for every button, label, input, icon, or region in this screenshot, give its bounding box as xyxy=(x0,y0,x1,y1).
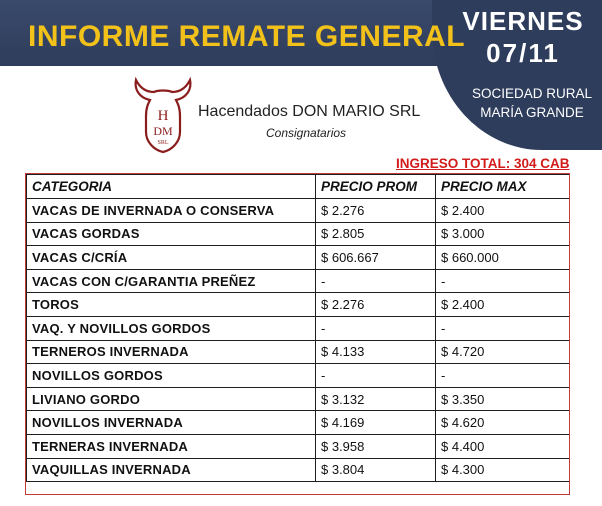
column-header-avg-price: PRECIO PROM xyxy=(316,175,436,199)
cell-avg-price: $ 3.804 xyxy=(316,458,436,482)
cell-avg-price: $ 4.133 xyxy=(316,340,436,364)
table-header-row xyxy=(27,175,570,199)
location-line-1: SOCIEDAD RURAL xyxy=(471,86,593,101)
cell-max-price: $ 2.400 xyxy=(436,293,570,317)
cell-category: VACAS DE INVERNADA O CONSERVA xyxy=(27,199,316,223)
report-title: INFORME REMATE GENERAL xyxy=(28,20,466,53)
cell-max-price: $ 2.400 xyxy=(436,199,570,223)
total-ingress: INGRESO TOTAL: 304 CAB xyxy=(396,156,570,171)
cell-category: NOVILLOS INVERNADA xyxy=(27,411,316,435)
cell-avg-price: - xyxy=(316,269,436,293)
table-row xyxy=(27,458,570,482)
location-line-2: MARÍA GRANDE xyxy=(480,105,584,120)
table-row xyxy=(27,246,570,270)
cell-avg-price: $ 2.276 xyxy=(316,293,436,317)
table-body xyxy=(27,199,570,482)
table-row xyxy=(27,222,570,246)
price-table xyxy=(26,174,570,482)
cell-category: VAQ. Y NOVILLOS GORDOS xyxy=(27,316,316,340)
cell-avg-price: $ 2.276 xyxy=(316,199,436,223)
cell-max-price: $ 4.300 xyxy=(436,458,570,482)
table-row xyxy=(27,269,570,293)
cell-max-price: $ 4.400 xyxy=(436,434,570,458)
cell-avg-price: $ 3.958 xyxy=(316,434,436,458)
cell-max-price: - xyxy=(436,364,570,388)
day-label: VIERNES xyxy=(462,6,584,36)
cell-max-price: $ 3.350 xyxy=(436,387,570,411)
table-row xyxy=(27,293,570,317)
cell-category: TOROS xyxy=(27,293,316,317)
bull-logo-icon xyxy=(132,76,194,154)
cell-avg-price: $ 606.667 xyxy=(316,246,436,270)
company-subtitle: Consignatarios xyxy=(266,126,347,140)
cell-max-price: - xyxy=(436,269,570,293)
table-row xyxy=(27,316,570,340)
cell-category: VACAS CON C/GARANTIA PREÑEZ xyxy=(27,269,316,293)
cell-avg-price: $ 3.132 xyxy=(316,387,436,411)
date-label: 07/11 xyxy=(486,38,560,68)
cell-category: TERNEROS INVERNADA xyxy=(27,340,316,364)
cell-category: NOVILLOS GORDOS xyxy=(27,364,316,388)
cell-max-price: $ 660.000 xyxy=(436,246,570,270)
cell-avg-price: $ 4.169 xyxy=(316,411,436,435)
logo-letters-srl: SRL xyxy=(157,140,169,146)
cell-category: TERNERAS INVERNADA xyxy=(27,434,316,458)
table-row xyxy=(27,199,570,223)
cell-avg-price: - xyxy=(316,316,436,340)
cell-category: VAQUILLAS INVERNADA xyxy=(27,458,316,482)
column-header-max-price: PRECIO MAX xyxy=(436,175,570,199)
table-row xyxy=(27,387,570,411)
cell-category: LIVIANO GORDO xyxy=(27,387,316,411)
table-row xyxy=(27,340,570,364)
table-row xyxy=(27,434,570,458)
cell-max-price: - xyxy=(436,316,570,340)
cell-max-price: $ 4.620 xyxy=(436,411,570,435)
logo-letter-h: H xyxy=(157,108,169,124)
table-row xyxy=(27,364,570,388)
column-header-category: CATEGORIA xyxy=(27,175,316,199)
company-name: Hacendados DON MARIO SRL xyxy=(198,103,421,120)
logo-letters-dm: DM xyxy=(153,124,173,138)
cell-category: VACAS C/CRÍA xyxy=(27,246,316,270)
cell-max-price: $ 4.720 xyxy=(436,340,570,364)
table-row xyxy=(27,411,570,435)
cell-avg-price: $ 2.805 xyxy=(316,222,436,246)
cell-category: VACAS GORDAS xyxy=(27,222,316,246)
cell-max-price: $ 3.000 xyxy=(436,222,570,246)
cell-avg-price: - xyxy=(316,364,436,388)
